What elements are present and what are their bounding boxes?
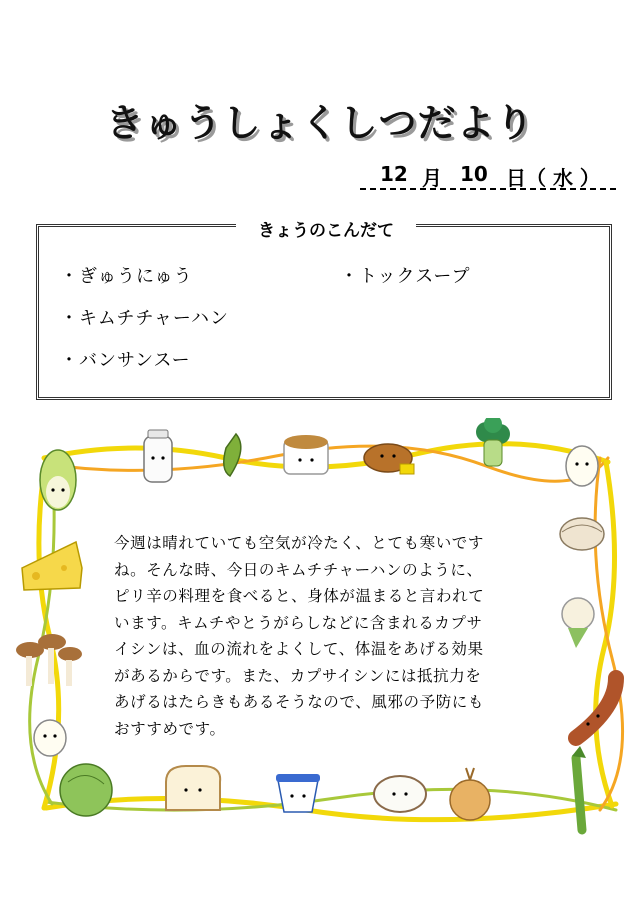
message-line: ね。そんな時、今日のキムチチャーハンのように、: [114, 560, 483, 579]
bread-roll-icon: [364, 444, 414, 474]
menu-item: ・バンサンスー: [60, 350, 191, 371]
date-day: 10: [460, 162, 488, 186]
date-weekday: （ 水 ）: [526, 166, 600, 190]
toast-icon: [166, 766, 220, 810]
date-underline: [360, 188, 616, 190]
egg-icon: [566, 446, 598, 486]
mushrooms-icon: [16, 634, 82, 686]
date-month: 12: [380, 162, 408, 186]
message-line: あげるはたらきもあるそうなので、風邪の予防にも: [114, 693, 484, 711]
natto-icon: [284, 435, 328, 474]
date-month-unit: 月: [422, 166, 442, 190]
clam-icon: [560, 518, 604, 550]
message-line: います。キムチやとうがらしなどに含まれるカプサ: [114, 613, 483, 632]
okra-icon: [224, 434, 241, 476]
date-line: [360, 160, 610, 190]
egg-icon: [34, 720, 66, 756]
date-day-unit: 日: [506, 166, 526, 190]
milk-bottle-icon: [144, 430, 172, 482]
message-text: [114, 530, 534, 742]
yogurt-icon: [276, 774, 320, 812]
menu-heading: きょうのこんだて: [236, 214, 416, 243]
cabbage-icon: [60, 764, 112, 816]
message-line: ピリ辛の料理を食べると、身体が温まると言われて: [114, 587, 485, 605]
rice-bowl-icon: [374, 776, 426, 812]
menu-item: ・トックスープ: [340, 266, 471, 287]
menu-item: ・キムチチャーハン: [60, 308, 230, 329]
message-line: イシンは、血の流れをよくして、体温をあげる効果: [114, 640, 484, 658]
message-line: おすすめです。: [114, 719, 226, 738]
message-line: があるからです。また、カプサイシンには抵抗力を: [114, 666, 482, 685]
menu-item: ・ぎゅうにゅう: [60, 266, 193, 287]
napa-cabbage-icon: [40, 450, 76, 510]
onion-icon: [450, 768, 490, 820]
message-line: 今週は晴れていても空気が冷たく、とても寒いです: [114, 534, 484, 552]
page-title: きゅうしょくしつだより: [105, 101, 535, 145]
asparagus-icon: [572, 746, 586, 830]
cauliflower-icon: [562, 598, 594, 648]
